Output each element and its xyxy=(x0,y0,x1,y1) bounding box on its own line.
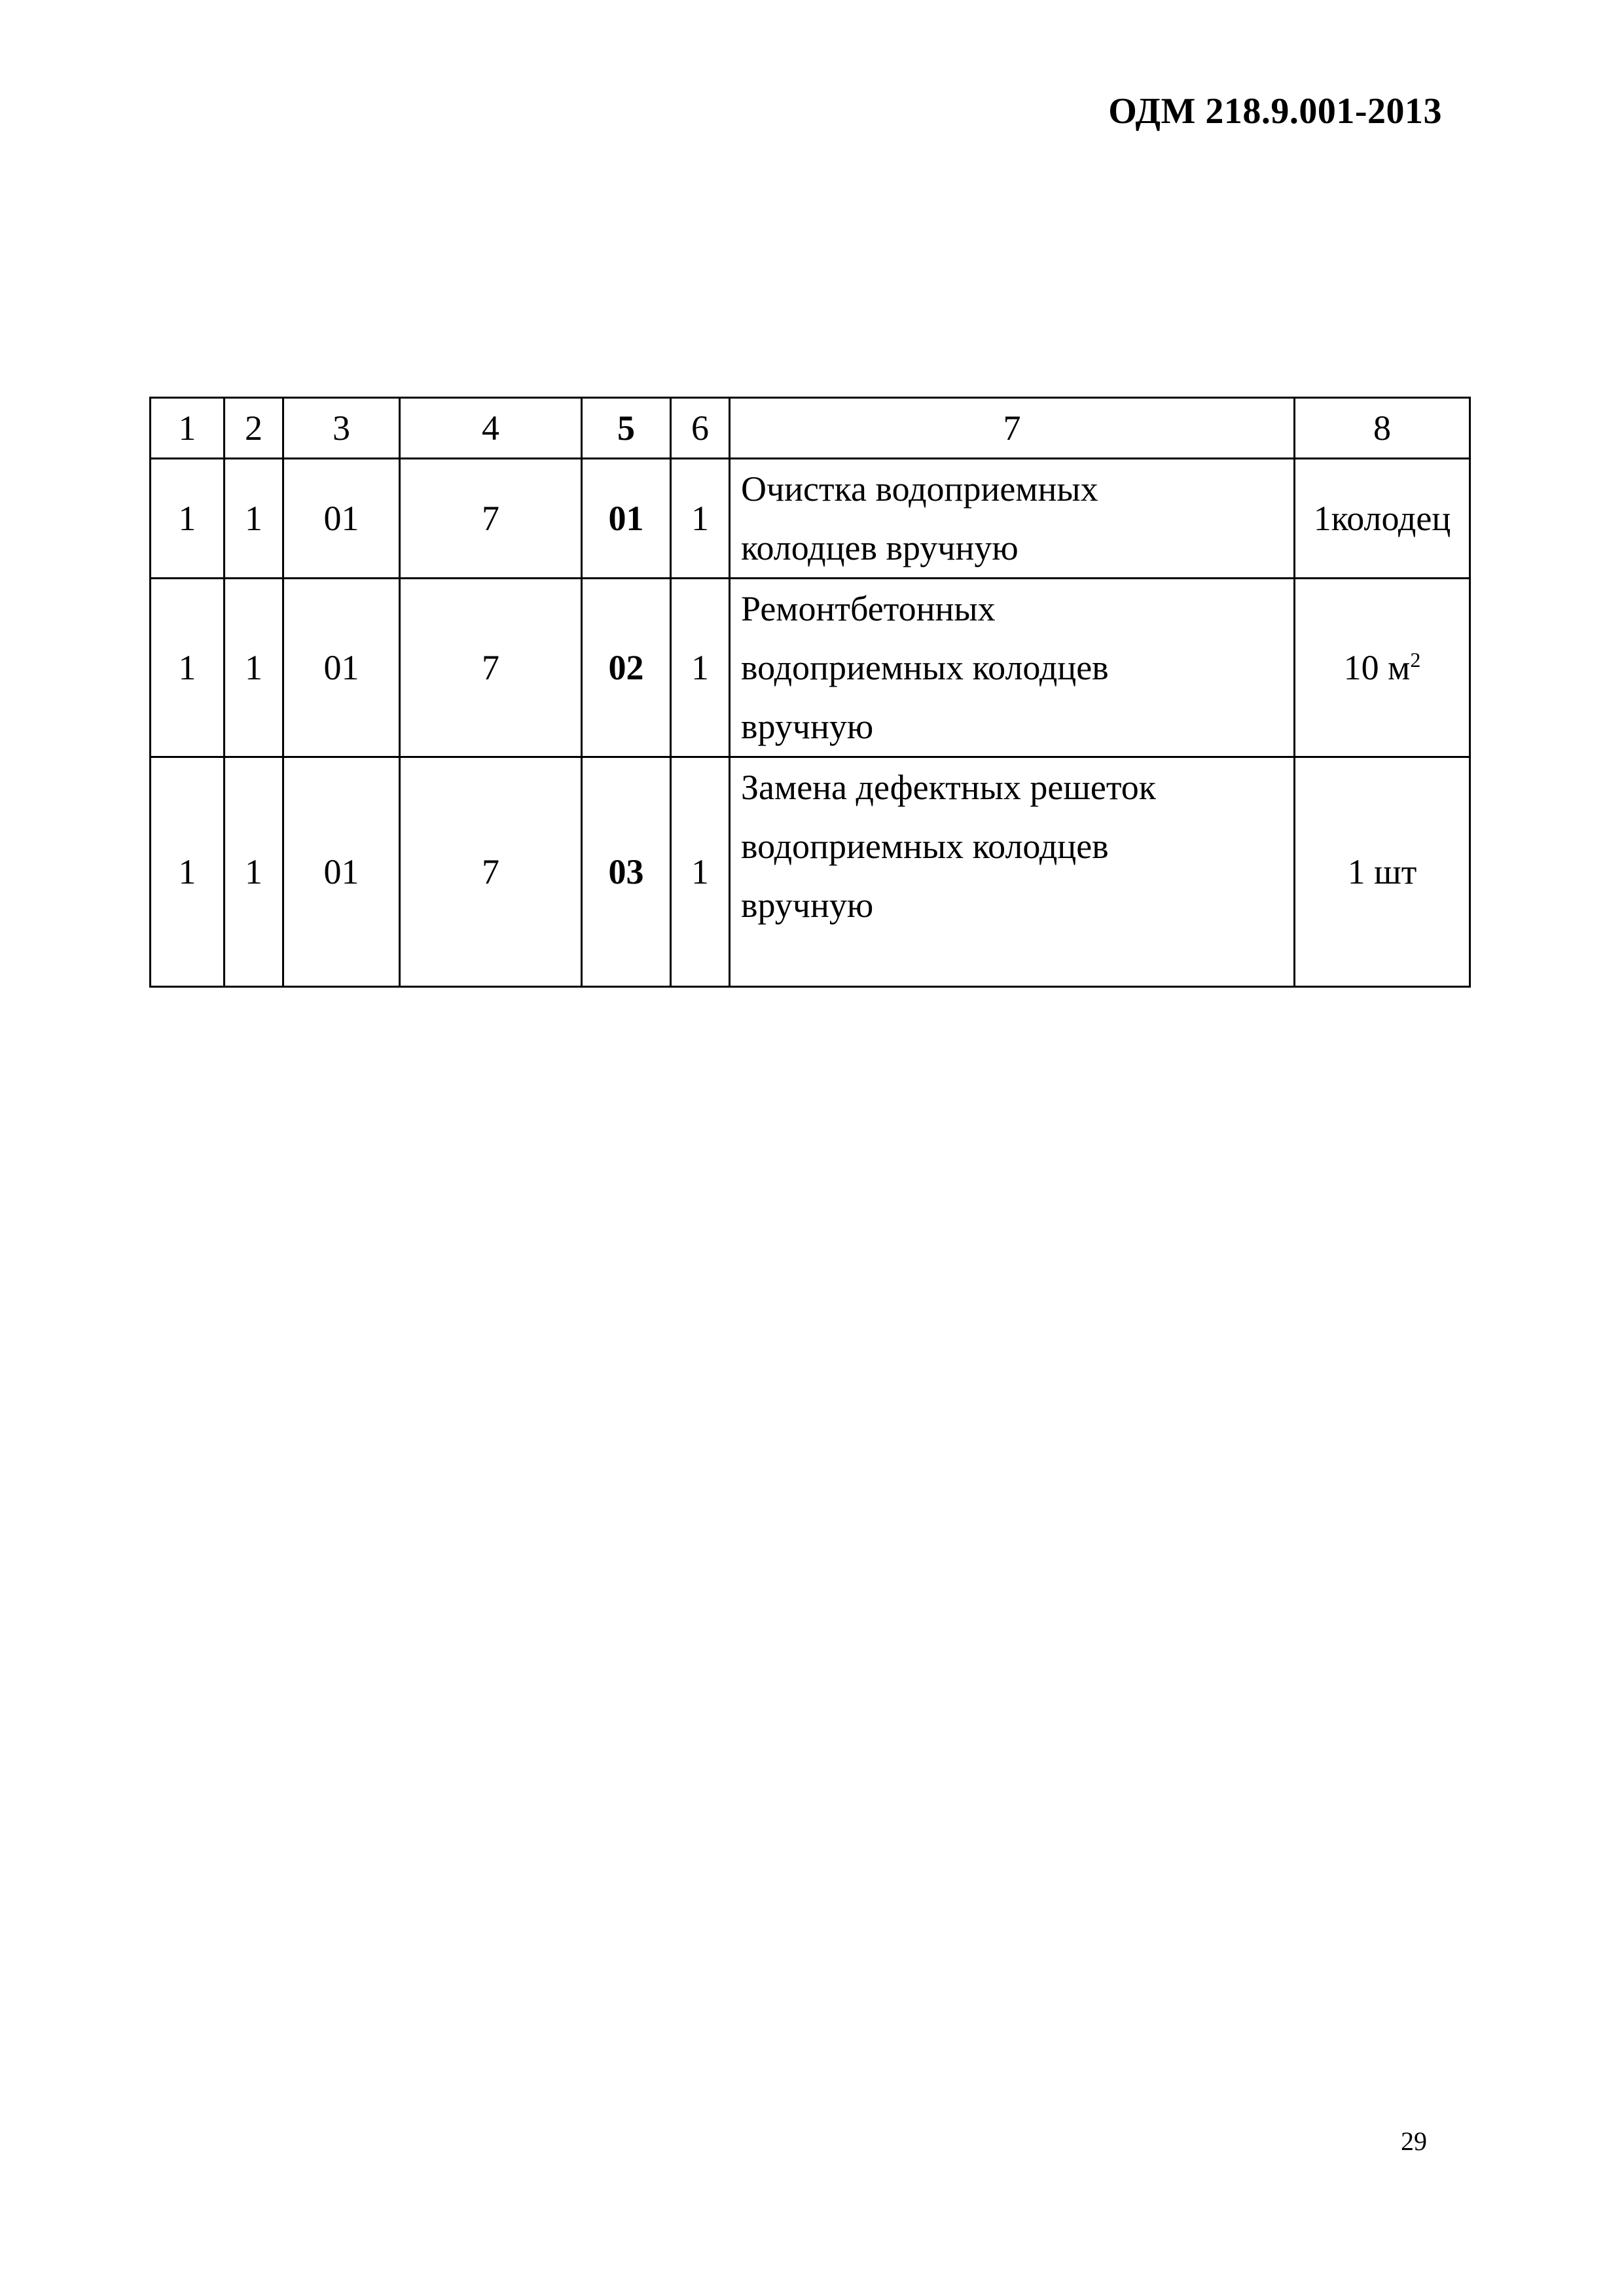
description-line: вручную xyxy=(741,886,874,925)
table-cell: 01 xyxy=(283,757,400,987)
unit-text: 1 шт xyxy=(1347,852,1417,891)
table-cell: 7 xyxy=(400,579,582,757)
unit-cell xyxy=(1295,459,1470,579)
table-cell: 1 xyxy=(671,459,730,579)
column-number: 7 xyxy=(730,398,1295,459)
description-line: водоприемных колодцев xyxy=(741,827,1109,866)
table-cell: 01 xyxy=(283,459,400,579)
page-number: 29 xyxy=(1401,2126,1427,2156)
description-line: Замена дефектных решеток xyxy=(741,768,1157,807)
column-number: 1 xyxy=(151,398,225,459)
column-number: 5 xyxy=(582,398,671,459)
column-number: 4 xyxy=(400,398,582,459)
column-number: 6 xyxy=(671,398,730,459)
table-cell: 7 xyxy=(400,757,582,987)
table-cell: 02 xyxy=(582,579,671,757)
table-row xyxy=(151,757,1470,987)
unit-text: 10 м xyxy=(1343,648,1411,687)
table-cell: 1 xyxy=(225,579,283,757)
table-cell: 1 xyxy=(225,459,283,579)
table-cell: 1 xyxy=(671,579,730,757)
description-line: Ремонтбетонных xyxy=(741,589,996,628)
table-cell: 01 xyxy=(283,579,400,757)
description-line: колодцев вручную xyxy=(741,528,1019,567)
table-row xyxy=(151,459,1470,579)
unit-cell xyxy=(1295,757,1470,987)
description-line: Очистка водоприемных xyxy=(741,469,1098,509)
table-cell: 1 xyxy=(225,757,283,987)
table-cell: 1 xyxy=(151,579,225,757)
column-number: 8 xyxy=(1295,398,1470,459)
unit-cell xyxy=(1295,579,1470,757)
works-table xyxy=(149,397,1471,988)
table-cell: 1 xyxy=(671,757,730,987)
table-cell: 01 xyxy=(582,459,671,579)
document-code: ОДМ 218.9.001-2013 xyxy=(1108,91,1442,132)
description-line: водоприемных колодцев xyxy=(741,648,1109,687)
unit-superscript: 2 xyxy=(1410,648,1421,672)
column-number: 2 xyxy=(225,398,283,459)
table-cell: 1 xyxy=(151,459,225,579)
work-description xyxy=(730,459,1295,579)
table-header-row xyxy=(151,398,1470,459)
table-cell: 03 xyxy=(582,757,671,987)
work-description xyxy=(730,579,1295,757)
work-description xyxy=(730,757,1295,987)
table-row xyxy=(151,579,1470,757)
description-line: вручную xyxy=(741,707,874,746)
column-number: 3 xyxy=(283,398,400,459)
unit-text: 1колодец xyxy=(1313,499,1451,538)
table-cell: 7 xyxy=(400,459,582,579)
table-cell: 1 xyxy=(151,757,225,987)
